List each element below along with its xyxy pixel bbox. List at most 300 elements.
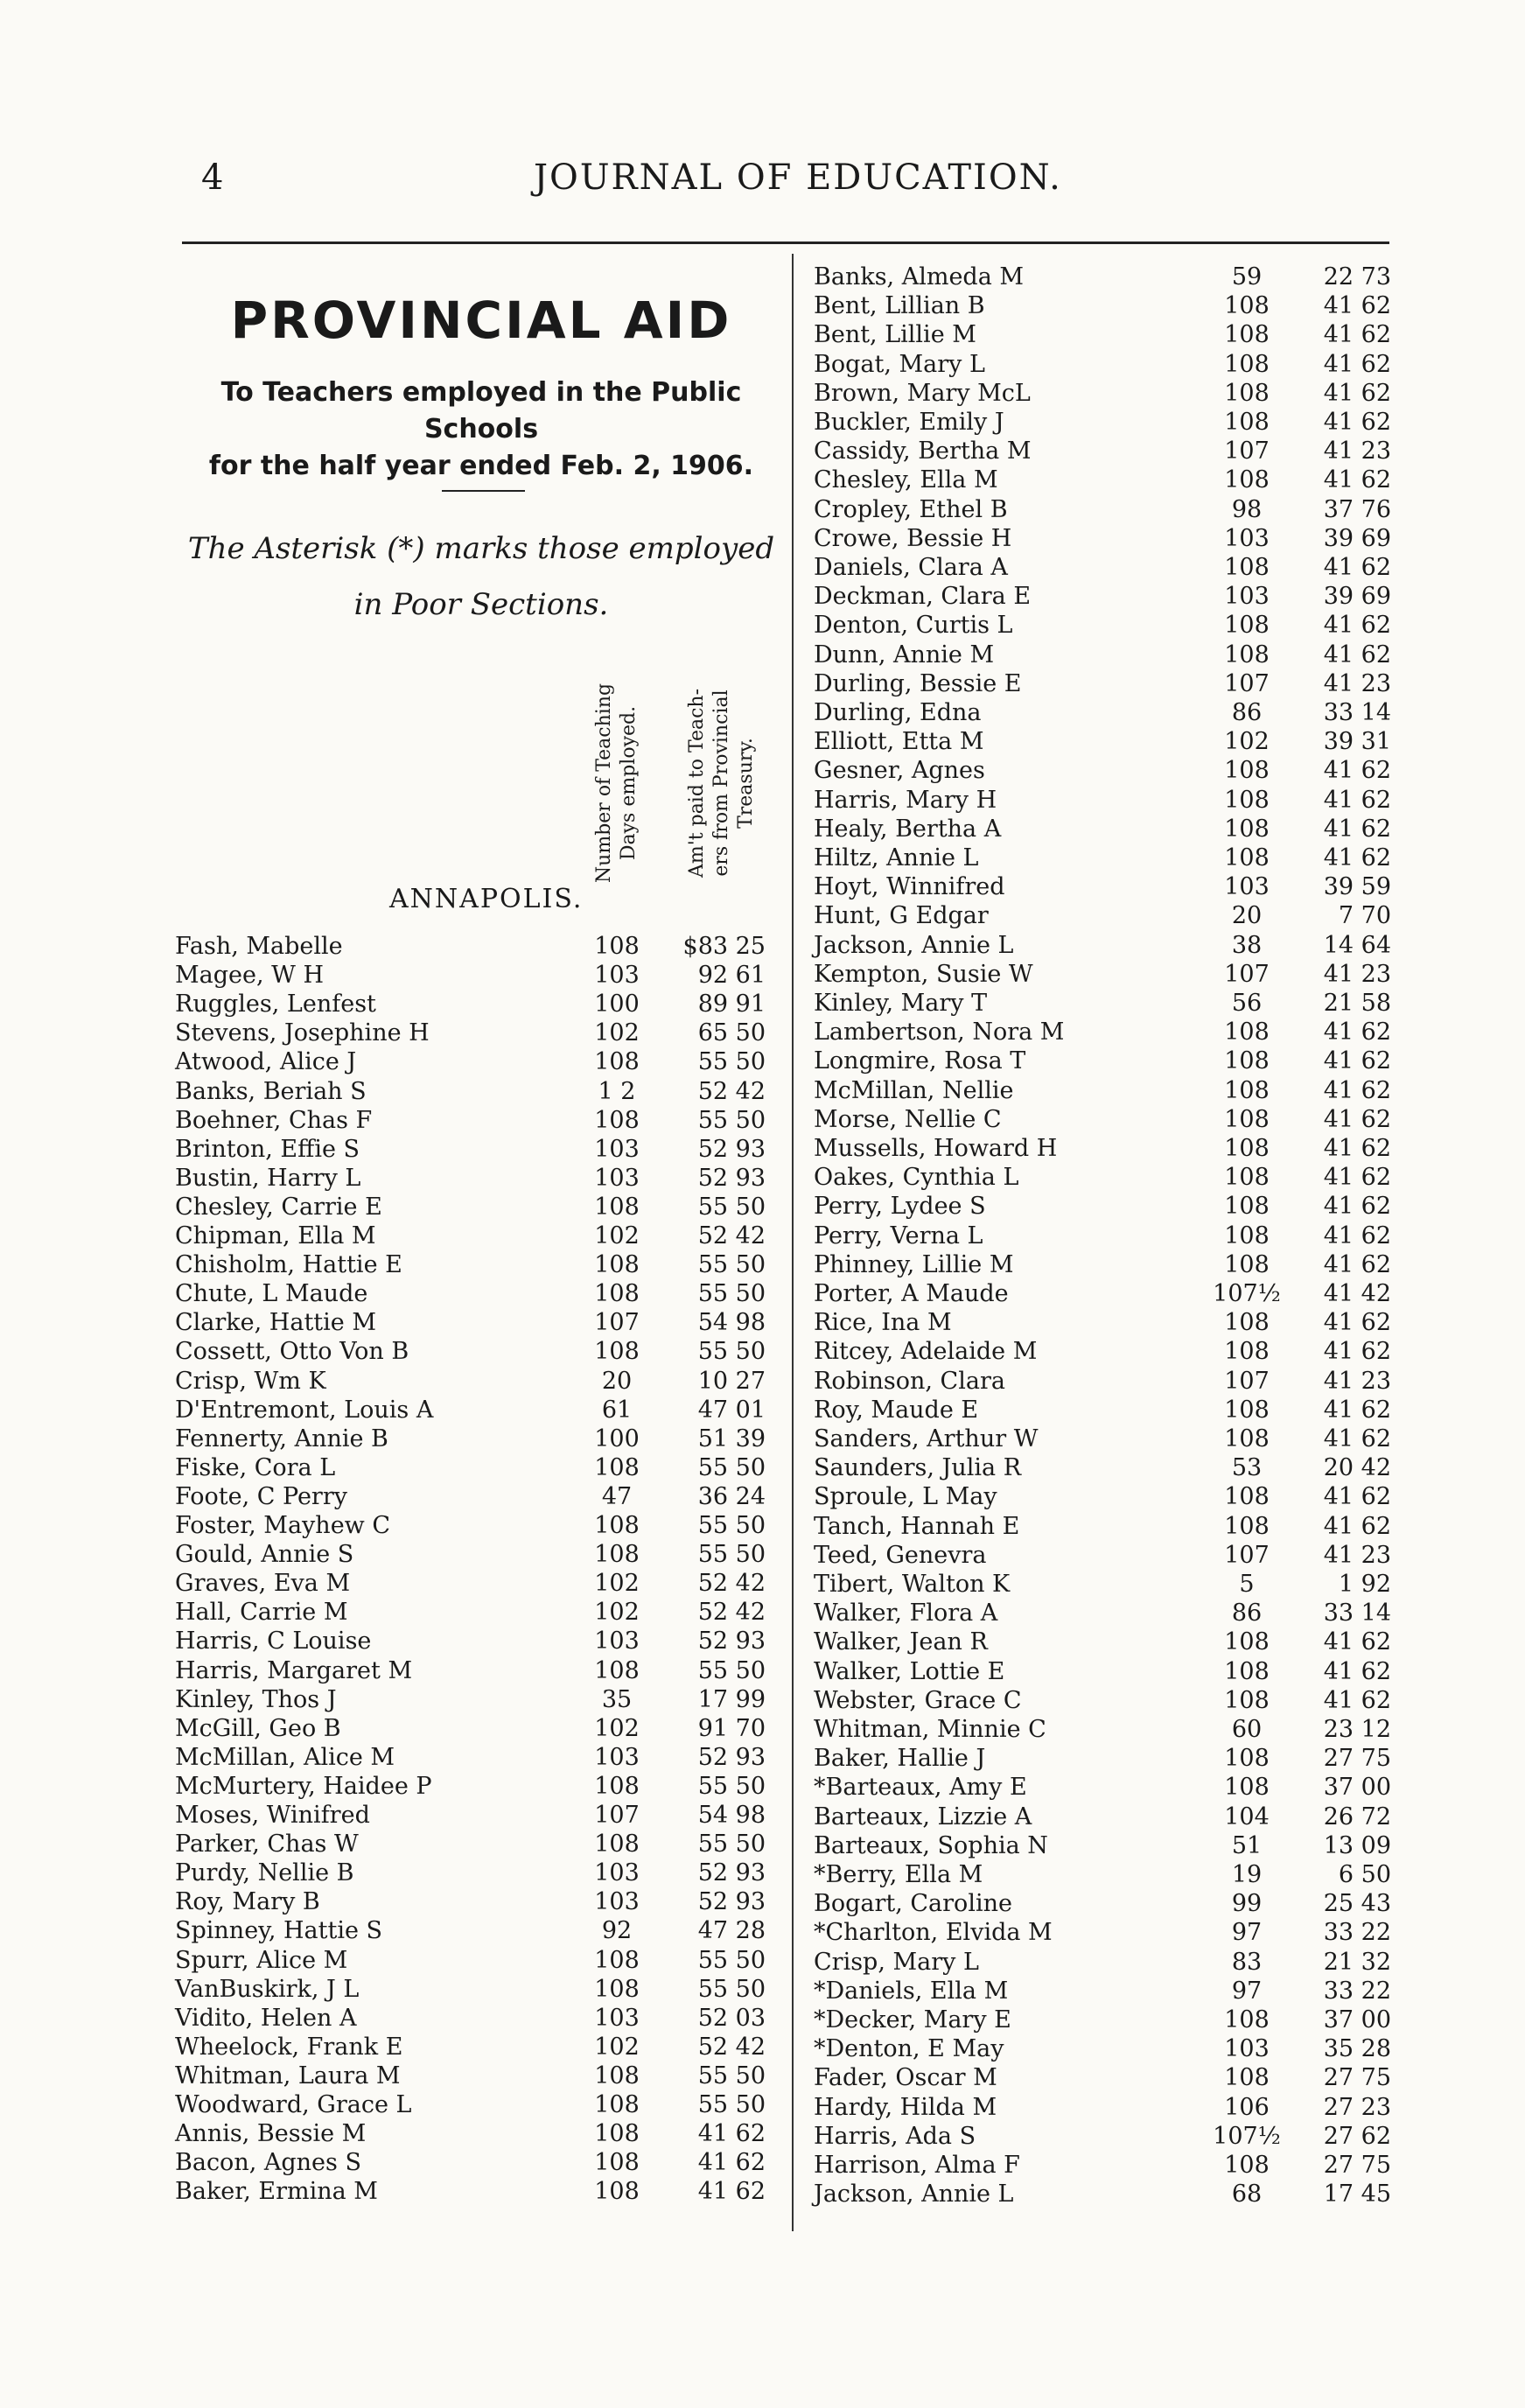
amount-paid: 52 03	[697, 2004, 766, 2032]
amount-paid: 41 42	[1323, 1280, 1391, 1307]
amount-paid: 55 50	[697, 1772, 766, 1800]
table-row	[175, 1367, 787, 1396]
teaching-days: 107½	[1213, 2122, 1281, 2150]
teacher-name: Moses, Winifred	[175, 1802, 370, 1829]
amount-paid: 33 14	[1323, 699, 1391, 726]
amount-paid: 27 23	[1323, 2093, 1391, 2121]
amount-paid: 20 42	[1323, 1454, 1391, 1482]
amount-paid: 27 75	[1323, 2152, 1391, 2179]
teacher-name: Cropley, Ethel B	[814, 495, 1008, 523]
teacher-name: Chute, L Maude	[175, 1280, 368, 1308]
teaching-days: 108	[1224, 1686, 1270, 1714]
amount-paid: 1 92	[1338, 1571, 1391, 1598]
table-row	[175, 932, 787, 961]
amount-paid: 41 62	[1323, 786, 1391, 814]
table-row	[814, 698, 1391, 727]
amount-paid: 41 23	[1323, 438, 1391, 466]
amount-paid: 47 28	[697, 1917, 766, 1945]
teaching-days: 47	[601, 1482, 633, 1510]
teaching-days: 107	[1224, 960, 1270, 988]
teaching-days: 108	[594, 2120, 640, 2148]
teaching-days: 108	[1224, 350, 1270, 378]
table-row	[175, 2004, 787, 2033]
teaching-days: 108	[594, 2091, 640, 2118]
teacher-name: Roy, Maude E	[814, 1396, 979, 1424]
table-row	[814, 1599, 1391, 1628]
table-row	[814, 1222, 1391, 1250]
teacher-name: Atwood, Alice J	[175, 1048, 357, 1076]
teacher-name: Harrison, Alma F	[814, 2152, 1020, 2179]
teacher-name: Bent, Lillian B	[814, 292, 985, 320]
amount-paid: 37 00	[1323, 2006, 1391, 2034]
teacher-name: Gesner, Agnes	[814, 757, 985, 785]
teaching-days: 83	[1231, 1948, 1263, 1976]
teaching-days: 103	[1224, 524, 1270, 552]
teacher-name: Kinley, Mary T	[814, 990, 988, 1017]
teaching-days: 53	[1231, 1454, 1263, 1482]
teacher-name: Chesley, Carrie E	[175, 1193, 382, 1221]
teaching-days: 108	[594, 1338, 640, 1366]
teaching-days: 108	[594, 933, 640, 960]
teacher-name: Bogat, Mary L	[814, 350, 985, 378]
teacher-name: Kinley, Thos J	[175, 1685, 337, 1713]
teacher-name: Bacon, Agnes S	[175, 2149, 361, 2177]
table-row	[175, 1627, 787, 1656]
table-row	[814, 1308, 1391, 1337]
teaching-days: 108	[1224, 786, 1270, 814]
teacher-name: Ritcey, Adelaide M	[814, 1338, 1038, 1366]
amount-paid: 55 50	[697, 1830, 766, 1858]
teacher-name: Banks, Beriah S	[175, 1077, 367, 1105]
amount-paid: 41 62	[1323, 1396, 1391, 1424]
amount-paid: 52 93	[697, 1135, 766, 1163]
table-row	[814, 1018, 1391, 1046]
table-row	[175, 2062, 787, 2090]
teaching-days: 108	[1224, 612, 1270, 640]
amount-paid: 41 62	[1323, 1628, 1391, 1656]
teacher-name: Kempton, Susie W	[814, 960, 1033, 988]
teacher-name: Walker, Jean R	[814, 1628, 988, 1656]
teaching-days: 108	[594, 1193, 640, 1221]
teacher-name: Tibert, Walton K	[814, 1571, 1011, 1598]
teaching-days: 103	[1224, 2035, 1270, 2063]
table-row	[814, 1541, 1391, 1570]
amount-paid: 41 62	[1323, 1164, 1391, 1192]
teaching-days: 108	[1224, 1222, 1270, 1250]
teaching-days: 107	[1224, 669, 1270, 697]
teaching-days: 108	[1224, 2064, 1270, 2092]
subtitle	[175, 374, 787, 485]
table-row	[814, 1977, 1391, 2006]
teacher-name: Webster, Grace C	[814, 1686, 1022, 1714]
teacher-name: *Charlton, Elvida M	[814, 1919, 1053, 1947]
teacher-name: Fennerty, Annie B	[175, 1424, 388, 1452]
amount-paid: 52 93	[697, 1888, 766, 1916]
amount-paid: 55 50	[697, 1975, 766, 2003]
amount-paid: 52 93	[697, 1628, 766, 1656]
page-number: 4	[201, 158, 224, 198]
table-row	[814, 989, 1391, 1018]
teacher-name: Harris, C Louise	[175, 1628, 372, 1656]
teacher-name: Dunn, Annie M	[814, 640, 995, 668]
teaching-days: 108	[594, 2149, 640, 2177]
amount-paid: 39 59	[1323, 873, 1391, 901]
teaching-days: 99	[1231, 1890, 1263, 1918]
teacher-name: Harris, Margaret M	[175, 1656, 413, 1684]
table-row	[175, 1424, 787, 1453]
teaching-days: 108	[594, 1106, 640, 1134]
teaching-days: 108	[1224, 1018, 1270, 1046]
teacher-name: Barteaux, Lizzie A	[814, 1802, 1032, 1830]
table-row	[175, 1337, 787, 1366]
amount-paid: 36 24	[697, 1482, 766, 1510]
teaching-days: 108	[594, 1541, 640, 1569]
table-row	[175, 2090, 787, 2119]
amount-paid: 14 64	[1323, 931, 1391, 959]
teaching-days: 108	[594, 1280, 640, 1308]
teacher-name: Whitman, Minnie C	[814, 1716, 1046, 1743]
table-row	[175, 1656, 787, 1685]
table-row	[175, 1598, 787, 1627]
table-row	[814, 2093, 1391, 2122]
teacher-name: Durling, Bessie E	[814, 669, 1022, 697]
teaching-days: 108	[594, 1048, 640, 1076]
amount-paid: 89 91	[697, 990, 766, 1018]
table-row	[814, 1279, 1391, 1308]
teacher-name: Walker, Flora A	[814, 1600, 998, 1628]
teaching-days: 103	[1224, 583, 1270, 611]
page-header	[201, 158, 1382, 210]
amount-paid: 52 42	[697, 1570, 766, 1598]
amount-paid: 41 62	[697, 2149, 766, 2177]
amount-paid: 17 99	[697, 1685, 766, 1713]
amount-paid: 54 98	[697, 1309, 766, 1337]
teacher-name: Hall, Carrie M	[175, 1599, 348, 1627]
teacher-name: Teed, Genevra	[814, 1541, 987, 1569]
teaching-days: 102	[594, 2033, 640, 2061]
teacher-name: Baker, Ermina M	[175, 2178, 378, 2206]
teaching-days: 107	[1224, 1541, 1270, 1569]
table-row	[814, 960, 1391, 989]
teaching-days: 108	[1224, 321, 1270, 349]
table-row	[175, 1801, 787, 1830]
teaching-days: 108	[1224, 1628, 1270, 1656]
days-header-line-1: Number of Teaching	[593, 682, 615, 884]
teaching-days: 108	[594, 1772, 640, 1800]
teaching-days: 107	[594, 1309, 640, 1337]
amount-paid: 41 23	[1323, 960, 1391, 988]
teacher-name: McMillan, Nellie	[814, 1076, 1014, 1104]
teaching-days: 108	[1224, 640, 1270, 668]
table-row	[175, 1714, 787, 1743]
table-row	[814, 1134, 1391, 1163]
teacher-name: Ruggles, Lenfest	[175, 990, 376, 1018]
teaching-days: 103	[594, 1164, 640, 1192]
teaching-days: 35	[601, 1685, 633, 1713]
table-row	[814, 1396, 1391, 1424]
teacher-name: Foote, C Perry	[175, 1482, 348, 1510]
amount-column-header	[669, 656, 774, 910]
amount-paid: 13 09	[1323, 1831, 1391, 1859]
teacher-name: Boehner, Chas F	[175, 1106, 373, 1134]
amount-paid: 37 76	[1323, 495, 1391, 523]
teacher-name: Cossett, Otto Von B	[175, 1338, 409, 1366]
teaching-days: 97	[1231, 1919, 1263, 1947]
teacher-name: Hunt, G Edgar	[814, 902, 989, 930]
teaching-days: 103	[594, 1888, 640, 1916]
teacher-name: Crowe, Bessie H	[814, 524, 1012, 552]
teacher-name: Perry, Lydee S	[814, 1193, 986, 1221]
amount-paid: 41 62	[1323, 1657, 1391, 1685]
table-row	[175, 2177, 787, 2206]
table-row	[175, 1830, 787, 1858]
teaching-days: 108	[1224, 2152, 1270, 2179]
column-divider	[792, 254, 794, 2231]
table-row	[814, 1657, 1391, 1686]
teacher-name: Chipman, Ella M	[175, 1222, 376, 1250]
teacher-name: Fiske, Cora L	[175, 1453, 336, 1481]
teaching-days: 107	[1224, 1367, 1270, 1395]
teacher-name: Porter, A Maude	[814, 1280, 1009, 1307]
teaching-days: 108	[594, 2178, 640, 2206]
table-row	[175, 990, 787, 1018]
table-row	[175, 1396, 787, 1424]
teaching-days: 108	[1224, 1193, 1270, 1221]
teacher-name: Chisholm, Hattie E	[175, 1251, 402, 1279]
table-row	[814, 727, 1391, 756]
amount-paid: 55 50	[697, 1656, 766, 1684]
journal-title: JOURNAL OF EDUCATION.	[534, 158, 1062, 198]
teacher-name: Harris, Ada S	[814, 2122, 976, 2150]
amount-paid: 41 62	[1323, 466, 1391, 494]
table-row	[814, 1453, 1391, 1482]
table-row	[814, 1570, 1391, 1599]
table-row	[814, 1337, 1391, 1366]
amount-paid: 27 75	[1323, 1745, 1391, 1773]
teaching-days: 108	[594, 1656, 640, 1684]
teaching-days: 108	[594, 1975, 640, 2003]
amount-paid: 39 31	[1323, 728, 1391, 756]
table-row	[175, 1858, 787, 1887]
table-row	[814, 1773, 1391, 1802]
teacher-name: Walker, Lottie E	[814, 1657, 1005, 1685]
amount-paid: 6 50	[1338, 1861, 1391, 1888]
amount-paid: 41 62	[1323, 1483, 1391, 1511]
table-row	[175, 1685, 787, 1714]
teaching-days: 102	[594, 1019, 640, 1047]
amount-paid: 41 62	[1323, 1250, 1391, 1278]
teacher-name: Brown, Mary McL	[814, 379, 1031, 407]
teaching-days: 86	[1231, 1600, 1263, 1628]
teacher-name: Elliott, Etta M	[814, 728, 984, 756]
teacher-name: Foster, Mayhew C	[175, 1512, 391, 1539]
teaching-days: 108	[1224, 757, 1270, 785]
amount-paid: 41 62	[1323, 1512, 1391, 1540]
table-row	[175, 1569, 787, 1598]
teaching-days: 103	[594, 1859, 640, 1887]
teacher-name: Wheelock, Frank E	[175, 2033, 403, 2061]
teaching-days: 20	[1231, 902, 1263, 930]
teacher-name: Longmire, Rosa T	[814, 1047, 1026, 1075]
teaching-days: 98	[1231, 495, 1263, 523]
teacher-name: Roy, Mary B	[175, 1888, 320, 1916]
teacher-name: Jackson, Annie L	[814, 931, 1014, 959]
amount-paid: 55 50	[697, 2062, 766, 2090]
table-row	[814, 2006, 1391, 2034]
teaching-days: 102	[594, 1222, 640, 1250]
table-row	[814, 1367, 1391, 1396]
subtitle-line-2: for the half year ended Feb. 2, 1906.	[208, 451, 754, 481]
amount-paid: 52 42	[697, 1077, 766, 1105]
amount-paid: 41 62	[1323, 1135, 1391, 1162]
teaching-days: 108	[1224, 1396, 1270, 1424]
amount-paid: $83 25	[682, 933, 766, 960]
table-row	[814, 786, 1391, 815]
amount-paid: 41 23	[1323, 1367, 1391, 1395]
amount-paid: 39 69	[1323, 583, 1391, 611]
table-row	[175, 2148, 787, 2177]
amount-paid: 91 70	[697, 1714, 766, 1742]
teaching-days: 86	[1231, 699, 1263, 726]
teacher-name: Jackson, Annie L	[814, 2180, 1014, 2208]
teaching-days: 108	[594, 1512, 640, 1539]
amount-paid: 41 62	[1323, 1105, 1391, 1133]
table-row	[175, 1279, 787, 1308]
table-row	[814, 901, 1391, 930]
amount-paid: 22 73	[1323, 263, 1391, 290]
teacher-name: McMurtery, Haidee P	[175, 1772, 432, 1800]
teacher-name: Spurr, Alice M	[175, 1946, 348, 1974]
teaching-days: 5	[1239, 1571, 1255, 1598]
amount-paid: 33 22	[1323, 1919, 1391, 1947]
teaching-days: 108	[1224, 1047, 1270, 1075]
teacher-name: Whitman, Laura M	[175, 2062, 401, 2090]
table-row	[175, 1308, 787, 1337]
teaching-days: 102	[594, 1714, 640, 1742]
table-row	[814, 1192, 1391, 1221]
teacher-name: Brinton, Effie S	[175, 1135, 360, 1163]
teaching-days: 103	[594, 1135, 640, 1163]
teacher-name: Hardy, Hilda M	[814, 2093, 997, 2121]
amount-header-line-1: Am't paid to Teach-	[686, 688, 708, 878]
amount-paid: 55 50	[697, 1453, 766, 1481]
table-row	[814, 291, 1391, 320]
teaching-days: 108	[1224, 1076, 1270, 1104]
amount-paid: 17 45	[1323, 2180, 1391, 2208]
teaching-days: 103	[594, 1743, 640, 1771]
amount-paid: 55 50	[697, 1193, 766, 1221]
amount-paid: 47 01	[697, 1396, 766, 1424]
amount-paid: 52 42	[697, 2033, 766, 2061]
amount-paid: 41 62	[1323, 379, 1391, 407]
amount-paid: 52 93	[697, 1164, 766, 1192]
teacher-name: *Daniels, Ella M	[814, 1977, 1009, 2005]
amount-paid: 65 50	[697, 1019, 766, 1047]
teacher-name: Tanch, Hannah E	[814, 1512, 1020, 1540]
teaching-days: 107	[594, 1802, 640, 1829]
teacher-name: Cassidy, Bertha M	[814, 438, 1032, 466]
table-row	[814, 2063, 1391, 2092]
table-row	[814, 350, 1391, 379]
teacher-name: Deckman, Clara E	[814, 583, 1032, 611]
note-line-1: The Asterisk (*) marks those employed	[187, 531, 775, 566]
teaching-days: 108	[1224, 1105, 1270, 1133]
short-rule	[442, 490, 525, 492]
teacher-name: Banks, Almeda M	[814, 263, 1025, 290]
table-row	[814, 320, 1391, 349]
teaching-days: 108	[1224, 292, 1270, 320]
teaching-days: 61	[601, 1396, 633, 1424]
amount-paid: 41 62	[1323, 1018, 1391, 1046]
table-row	[175, 1135, 787, 1164]
teaching-days: 59	[1231, 263, 1263, 290]
table-row	[814, 1046, 1391, 1075]
teacher-name: *Denton, E May	[814, 2035, 1004, 2063]
teacher-name: Magee, W H	[175, 962, 325, 990]
teaching-days: 60	[1231, 1716, 1263, 1743]
teaching-days: 103	[1224, 873, 1270, 901]
table-row	[814, 437, 1391, 466]
amount-paid: 33 22	[1323, 1977, 1391, 2005]
table-row	[814, 2122, 1391, 2151]
teaching-days: 107	[1224, 438, 1270, 466]
teaching-days: 108	[1224, 409, 1270, 436]
teaching-days: 108	[1224, 466, 1270, 494]
teacher-name: Clarke, Hattie M	[175, 1309, 376, 1337]
teaching-days: 108	[594, 1453, 640, 1481]
amount-paid: 27 62	[1323, 2122, 1391, 2150]
teaching-days: 102	[1224, 728, 1270, 756]
teacher-name: Woodward, Grace L	[175, 2091, 412, 2118]
table-row	[814, 379, 1391, 408]
teacher-name: Bent, Lillie M	[814, 321, 976, 349]
teaching-days: 38	[1231, 931, 1263, 959]
amount-paid: 7 70	[1338, 902, 1391, 930]
amount-paid: 52 42	[697, 1222, 766, 1250]
teacher-name: Buckler, Emily J	[814, 409, 1004, 436]
table-row	[175, 1540, 787, 1569]
section-heading: ANNAPOLIS.	[389, 884, 584, 914]
amount-paid: 41 62	[1323, 554, 1391, 581]
table-row	[175, 1975, 787, 2004]
amount-paid: 10 27	[697, 1367, 766, 1395]
amount-paid: 52 93	[697, 1743, 766, 1771]
teaching-days: 108	[1224, 1745, 1270, 1773]
teacher-name: McMillan, Alice M	[175, 1743, 395, 1771]
table-row	[175, 1772, 787, 1801]
amount-paid: 92 61	[697, 962, 766, 990]
table-row	[814, 2151, 1391, 2180]
table-row	[814, 1889, 1391, 1918]
teacher-name: Sanders, Arthur W	[814, 1425, 1039, 1452]
teacher-name: Perry, Verna L	[814, 1222, 983, 1250]
table-row	[814, 553, 1391, 582]
table-row	[814, 495, 1391, 524]
table-row	[814, 1918, 1391, 1947]
table-row	[175, 1222, 787, 1250]
table-row	[814, 1802, 1391, 1831]
table-row	[814, 815, 1391, 844]
teaching-days: 108	[1224, 1250, 1270, 1278]
table-row	[175, 1018, 787, 1047]
teaching-days: 107½	[1213, 1280, 1281, 1307]
asterisk-note	[175, 521, 787, 633]
amount-paid: 41 62	[1323, 1686, 1391, 1714]
teacher-name: Gould, Annie S	[175, 1541, 354, 1569]
teaching-days: 97	[1231, 1977, 1263, 2005]
teacher-name: Healy, Bertha A	[814, 815, 1002, 843]
teaching-days: 20	[601, 1367, 633, 1395]
